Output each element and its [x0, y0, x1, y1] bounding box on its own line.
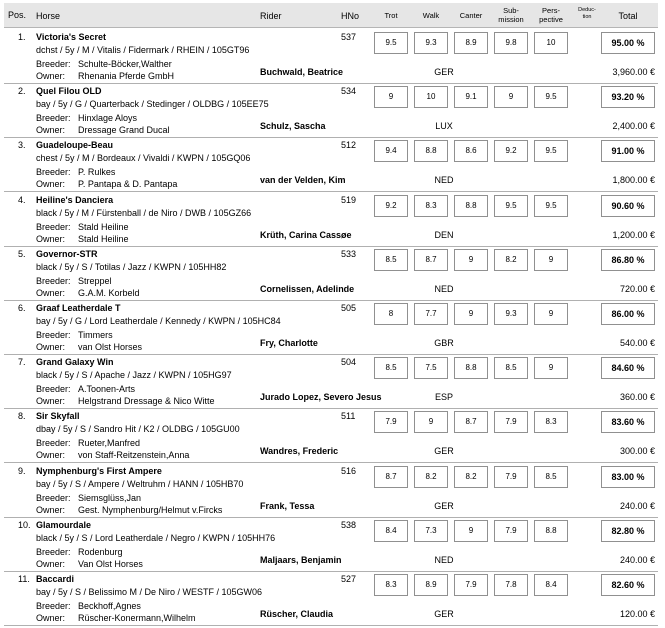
- breeder-label: Breeder:: [36, 492, 71, 503]
- horse-pedigree: bay / 5y / S / Belissimo M / De Niro / WESTF / 105GW06: [36, 587, 263, 597]
- column-submission-2: mission: [498, 15, 524, 24]
- result-row: [4, 192, 658, 247]
- horse-name: Sir Skyfall: [36, 411, 80, 422]
- rider-nation: LUX: [435, 121, 453, 132]
- submission-score: 8.2: [494, 249, 528, 271]
- horse-name: Guadeloupe-Beau: [36, 140, 114, 151]
- canter-score: 8.6: [454, 140, 488, 162]
- horse-number: 512: [341, 140, 357, 151]
- horse-pedigree: black / 5y / S / Totilas / Jazz / KWPN / 105HH82: [36, 261, 227, 272]
- rider-name: Cornelissen, Adelinde: [260, 283, 355, 294]
- result-row: [4, 29, 658, 84]
- perspective-score: 9: [534, 249, 568, 271]
- rider-name: Fry, Charlotte: [260, 338, 318, 348]
- canter-score: 8.7: [454, 411, 488, 433]
- owner-label: Owner:: [36, 287, 66, 298]
- perspective-score: 9.5: [534, 195, 568, 217]
- submission-score: 9.3: [494, 303, 528, 325]
- horse-pedigree: dbay / 5y / S / Sandro Hit / K2 / OLDBG / 105GU00: [36, 424, 240, 435]
- column-canter: Canter: [459, 11, 483, 20]
- submission-score: 8.5: [494, 357, 528, 379]
- total-score: 83.00 %: [601, 466, 655, 488]
- result-row: [4, 300, 658, 355]
- total-score: 93.20 %: [601, 86, 655, 108]
- horse-number: 505: [341, 303, 357, 313]
- horse-number: 516: [341, 465, 357, 476]
- submission-score: 9.8: [494, 32, 528, 54]
- perspective-score: 9.5: [534, 86, 568, 108]
- breeder-label: Breeder:: [36, 59, 71, 69]
- owner-name: Rhenania Pferde GmbH: [78, 71, 175, 81]
- prize-money: 240.00 €: [619, 500, 655, 511]
- owner-name: G.A.M. Korbeld: [78, 287, 140, 298]
- breeder-name: P. Rulkes: [78, 167, 116, 178]
- owner-name: Rüscher-Konermann,Wilhelm: [78, 613, 196, 623]
- result-row: [4, 463, 658, 518]
- trot-score: 9: [374, 86, 408, 108]
- prize-money: 720.00 €: [619, 283, 655, 294]
- owner-name: Stald Heiline: [78, 233, 129, 244]
- total-score: 90.60 %: [601, 195, 655, 217]
- position: 5.: [18, 248, 26, 259]
- owner-label: Owner:: [36, 558, 66, 569]
- perspective-score: 9: [534, 303, 568, 325]
- walk-score: 8.2: [414, 466, 448, 488]
- breeder-name: Rueter,Manfred: [78, 438, 141, 449]
- result-row: [4, 137, 658, 192]
- breeder-label: Breeder:: [36, 330, 71, 340]
- rider-nation: GER: [434, 609, 454, 619]
- canter-score: 9: [454, 303, 488, 325]
- walk-score: 7.5: [414, 357, 448, 379]
- owner-label: Owner:: [36, 396, 66, 407]
- perspective-score: 8.8: [534, 520, 568, 542]
- prize-money: 540.00 €: [619, 338, 655, 348]
- results-table-header: [4, 3, 658, 28]
- breeder-label: Breeder:: [36, 384, 71, 395]
- trot-score: 9.4: [374, 140, 408, 162]
- breeder-label: Breeder:: [36, 438, 71, 449]
- horse-pedigree: bay / 5y / S / Ampere / Weltruhm / HANN / 105HB70: [36, 478, 244, 489]
- horse-name: Nymphenburg's First Ampere: [36, 465, 162, 476]
- total-score: 86.80 %: [601, 249, 655, 271]
- column-deduction-1: Deduc-: [578, 7, 596, 13]
- rider-nation: GER: [434, 500, 454, 511]
- horse-number: 519: [341, 194, 357, 205]
- position: 10.: [18, 519, 31, 530]
- rider-nation: DEN: [434, 229, 454, 240]
- prize-money: 120.00 €: [619, 609, 655, 619]
- horse-number: 534: [341, 86, 357, 97]
- canter-score: 8.9: [454, 32, 488, 54]
- breeder-name: Streppel: [78, 275, 112, 286]
- result-row: [4, 83, 658, 138]
- owner-name: van Olst Horses: [78, 342, 143, 352]
- trot-score: 8.5: [374, 249, 408, 271]
- trot-score: 9.2: [374, 195, 408, 217]
- position: 1.: [18, 32, 26, 42]
- submission-score: 7.9: [494, 466, 528, 488]
- column-pos: Pos.: [8, 10, 27, 20]
- prize-money: 1,200.00 €: [612, 229, 655, 240]
- trot-score: 9.5: [374, 32, 408, 54]
- result-row: [4, 354, 658, 409]
- horse-number: 504: [341, 357, 357, 368]
- perspective-score: 8.3: [534, 411, 568, 433]
- horse-pedigree: black / 5y / S / Apache / Jazz / KWPN / 105HG97: [36, 370, 232, 381]
- result-row: [4, 246, 658, 301]
- position: 9.: [18, 465, 26, 476]
- canter-score: 8.2: [454, 466, 488, 488]
- prize-money: 3,960.00 €: [612, 67, 655, 77]
- total-score: 82.80 %: [601, 520, 655, 542]
- breeder-name: Beckhoff,Agnes: [78, 601, 141, 611]
- total-score: 86.00 %: [601, 303, 655, 325]
- owner-label: Owner:: [36, 125, 66, 136]
- breeder-label: Breeder:: [36, 601, 71, 611]
- horse-name: Heiline's Danciera: [36, 194, 114, 205]
- column-perspective-1: Pers-: [542, 6, 560, 15]
- position: 6.: [18, 303, 26, 313]
- prize-money: 240.00 €: [619, 554, 655, 565]
- position: 7.: [18, 357, 26, 368]
- breeder-name: A.Toonen-Arts: [78, 384, 136, 395]
- perspective-score: 8.5: [534, 466, 568, 488]
- total-score: 95.00 %: [601, 32, 655, 54]
- breeder-name: Hinxlage Aloys: [78, 113, 138, 124]
- perspective-score: 10: [534, 32, 568, 54]
- owner-label: Owner:: [36, 342, 66, 352]
- owner-label: Owner:: [36, 613, 66, 623]
- horse-name: Grand Galaxy Win: [36, 357, 114, 368]
- horse-number: 538: [341, 519, 357, 530]
- canter-score: 7.9: [454, 574, 488, 596]
- trot-score: 8: [374, 303, 408, 325]
- trot-score: 8.7: [374, 466, 408, 488]
- rider-nation: GER: [434, 67, 454, 77]
- result-row: [4, 517, 658, 572]
- canter-score: 8.8: [454, 195, 488, 217]
- walk-score: 8.3: [414, 195, 448, 217]
- column-submission-1: Sub-: [503, 6, 519, 15]
- horse-pedigree: black / 5y / S / Lord Leatherdale / Negro / KWPN / 105HH76: [36, 532, 276, 543]
- horse-pedigree: chest / 5y / M / Bordeaux / Vivaldi / KWPN / 105GQ06: [36, 153, 251, 164]
- total-score: 84.60 %: [601, 357, 655, 379]
- owner-name: Gest. Nymphenburg/Helmut v.Fircks: [78, 504, 223, 515]
- horse-number: 527: [341, 574, 357, 584]
- perspective-score: 9: [534, 357, 568, 379]
- position: 8.: [18, 411, 26, 422]
- walk-score: 8.8: [414, 140, 448, 162]
- canter-score: 9: [454, 520, 488, 542]
- canter-score: 9.1: [454, 86, 488, 108]
- total-score: 83.60 %: [601, 411, 655, 433]
- breeder-name: Siemsglüss,Jan: [78, 492, 142, 503]
- horse-name: Quel Filou OLD: [36, 86, 102, 97]
- rider-name: Jurado Lopez, Severo Jesus: [260, 392, 382, 403]
- breeder-name: Rodenburg: [78, 546, 123, 557]
- breeder-label: Breeder:: [36, 546, 71, 557]
- breeder-name: Schulte-Böcker,Walther: [78, 59, 172, 69]
- horse-number: 537: [341, 32, 357, 42]
- column-rider: Rider: [260, 11, 282, 21]
- owner-label: Owner:: [36, 504, 66, 515]
- submission-score: 7.9: [494, 520, 528, 542]
- submission-score: 7.9: [494, 411, 528, 433]
- walk-score: 7.7: [414, 303, 448, 325]
- walk-score: 8.9: [414, 574, 448, 596]
- rider-name: Wandres, Frederic: [260, 446, 339, 457]
- rider-nation: ESP: [434, 392, 453, 403]
- horse-name: Victoria's Secret: [36, 32, 107, 42]
- rider-name: Frank, Tessa: [260, 500, 315, 511]
- rider-nation: NED: [434, 554, 454, 565]
- walk-score: 7.3: [414, 520, 448, 542]
- position: 3.: [18, 140, 26, 151]
- submission-score: 7.8: [494, 574, 528, 596]
- owner-label: Owner:: [36, 71, 66, 81]
- breeder-label: Breeder:: [36, 113, 71, 124]
- horse-name: Governor-STR: [36, 248, 98, 259]
- column-deduction-2: tion: [582, 14, 592, 20]
- trot-score: 8.5: [374, 357, 408, 379]
- horse-pedigree: dchst / 5y / M / Vitalis / Fidermark / RHEIN / 105GT96: [36, 45, 250, 55]
- owner-label: Owner:: [36, 450, 66, 461]
- column-walk: Walk: [422, 11, 440, 20]
- trot-score: 8.3: [374, 574, 408, 596]
- breeder-label: Breeder:: [36, 221, 71, 232]
- owner-name: Dressage Grand Ducal: [78, 125, 170, 136]
- result-row: [4, 571, 658, 626]
- canter-score: 9: [454, 249, 488, 271]
- owner-label: Owner:: [36, 233, 66, 244]
- rider-nation: NED: [434, 283, 454, 294]
- rider-name: Buchwald, Beatrice: [260, 67, 344, 77]
- owner-name: Van Olst Horses: [78, 558, 143, 569]
- breeder-name: Timmers: [78, 330, 113, 340]
- trot-score: 7.9: [374, 411, 408, 433]
- column-total: Total: [618, 11, 638, 21]
- walk-score: 9: [414, 411, 448, 433]
- trot-score: 8.4: [374, 520, 408, 542]
- horse-number: 533: [341, 248, 357, 259]
- walk-score: 10: [414, 86, 448, 108]
- rider-nation: GER: [434, 446, 454, 457]
- position: 2.: [18, 86, 26, 97]
- breeder-label: Breeder:: [36, 275, 71, 286]
- column-trot: Trot: [384, 11, 398, 20]
- horse-pedigree: bay / 5y / G / Lord Leatherdale / Kennedy / KWPN / 105HC84: [36, 316, 281, 326]
- rider-name: Rüscher, Claudia: [260, 609, 334, 619]
- breeder-name: Stald Heiline: [78, 221, 129, 232]
- submission-score: 9.5: [494, 195, 528, 217]
- column-hno: HNo: [341, 11, 360, 21]
- breeder-label: Breeder:: [36, 167, 71, 178]
- column-perspective-2: pective: [539, 15, 563, 24]
- owner-name: von Staff-Reitzenstein,Anna: [78, 450, 190, 461]
- rider-name: Schulz, Sascha: [260, 121, 326, 132]
- perspective-score: 8.4: [534, 574, 568, 596]
- prize-money: 2,400.00 €: [612, 121, 655, 132]
- rider-nation: NED: [434, 175, 454, 186]
- owner-label: Owner:: [36, 179, 66, 190]
- column-horse: Horse: [36, 11, 61, 21]
- rider-name: Maljaars, Benjamin: [260, 554, 342, 565]
- canter-score: 8.8: [454, 357, 488, 379]
- owner-name: Helgstrand Dressage & Nico Witte: [78, 396, 215, 407]
- result-row: [4, 408, 658, 463]
- walk-score: 8.7: [414, 249, 448, 271]
- owner-name: P. Pantapa & D. Pantapa: [78, 179, 178, 190]
- total-score: 91.00 %: [601, 140, 655, 162]
- position: 4.: [18, 194, 26, 205]
- rider-name: van der Velden, Kim: [260, 175, 346, 186]
- horse-name: Graaf Leatherdale T: [36, 303, 121, 313]
- horse-pedigree: bay / 5y / G / Quarterback / Stedinger / OLDBG / 105EE75: [36, 99, 269, 110]
- total-score: 82.60 %: [601, 574, 655, 596]
- horse-pedigree: black / 5y / M / Fürstenball / de Niro / DWB / 105GZ66: [36, 207, 252, 218]
- horse-number: 511: [341, 411, 356, 422]
- perspective-score: 9.5: [534, 140, 568, 162]
- prize-money: 300.00 €: [619, 446, 655, 457]
- horse-name: Baccardi: [36, 574, 75, 584]
- submission-score: 9.2: [494, 140, 528, 162]
- rider-nation: GBR: [434, 338, 454, 348]
- horse-name: Glamourdale: [36, 519, 92, 530]
- walk-score: 9.3: [414, 32, 448, 54]
- prize-money: 360.00 €: [619, 392, 655, 403]
- position: 11.: [18, 574, 30, 584]
- submission-score: 9: [494, 86, 528, 108]
- rider-name: Krüth, Carina Cassøe: [260, 229, 352, 240]
- prize-money: 1,800.00 €: [612, 175, 655, 186]
